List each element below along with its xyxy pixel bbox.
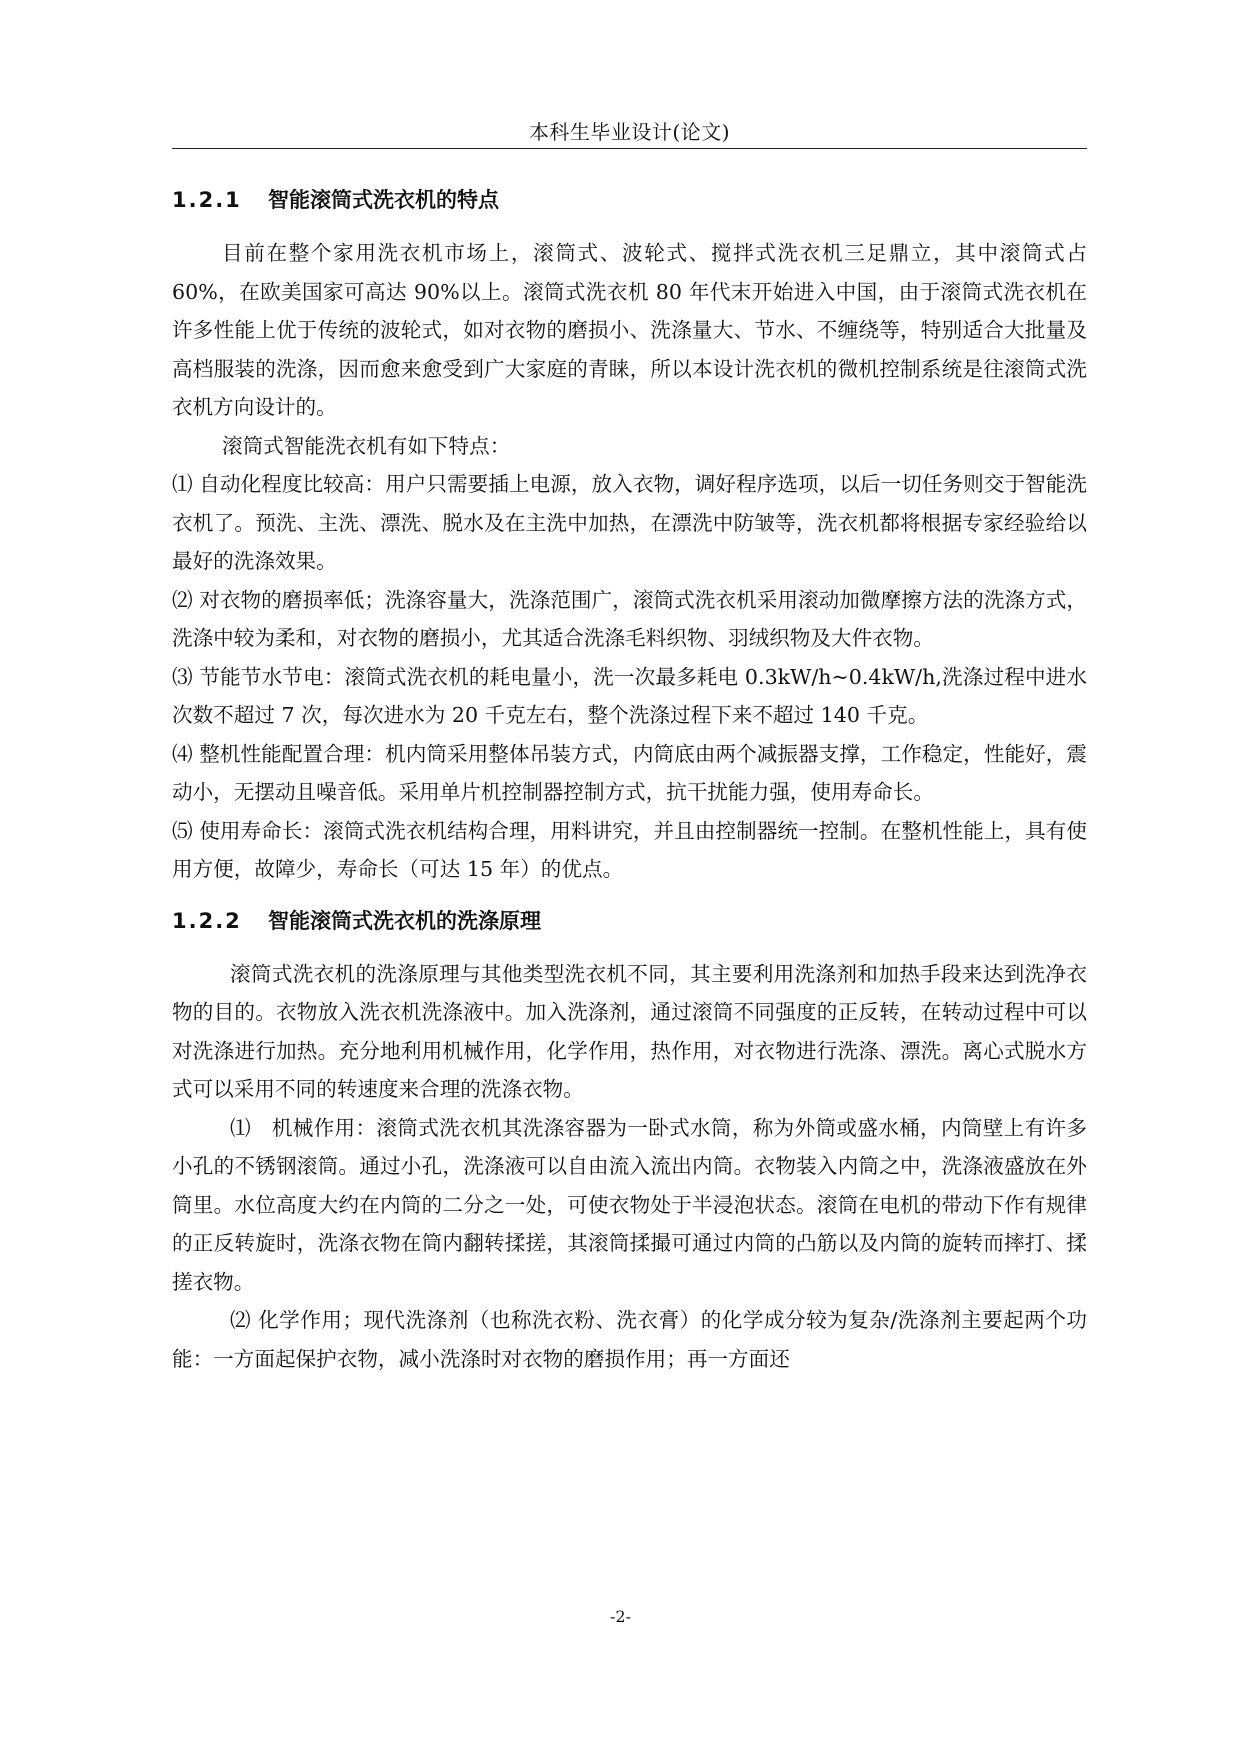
paragraph: 滚筒式智能洗衣机有如下特点： [222, 433, 511, 458]
list-item: ⑸ 使用寿命长：滚筒式洗衣机结构合理，用料讲究，并且由控制器统一控制。在整机性能上，具有使用方便，故障少，寿命长（可达 15 年）的优点。 [172, 818, 1087, 881]
list-item: ⑴ 机械作用：滚筒式洗衣机其洗涤容器为一卧式水筒，称为外筒或盛水桶，内筒壁上有许多小孔的不锈钢滚筒。通过小孔，洗涤液可以自由流入流出内筒。衣物装入内筒之中，洗涤液盛放在外筒里。水位高度大约在内筒的二分之一处，可使衣物处于半浸泡状态。滚筒在电机的带动下作有规律的正反转旋时，洗涤衣物在筒内翻转揉搓，其滚筒揉撮可通过内筒的凸筋以及内筒的旋转而摔打、揉搓衣物。 [172, 1115, 1087, 1294]
list-item: ⑶ 节能节水节电：滚筒式洗衣机的耗电量小，洗一次最多耗电 0.3kW/h~0.4kW/h,洗涤过程中进水次数不超过 7 次，每次进水为 20 千克左右，整个洗涤过程下来不超过 140 千克。 [172, 664, 1087, 727]
header-rule [172, 148, 1087, 149]
running-header: 本科生毕业设计(论文) [528, 120, 731, 144]
section-heading-1-2-1 [172, 180, 1087, 220]
list-item: ⑴ 自动化程度比较高：用户只需要插上电源，放入衣物，调好程序选项，以后一切任务则交于智能洗衣机了。预洗、主洗、漂洗、脱水及在主洗中加热，在漂洗中防皱等，洗衣机都将根据专家经验给以最好的洗涤效果。 [172, 472, 1087, 573]
page-number: -2- [610, 1607, 631, 1626]
list-item: ⑵ 化学作用；现代洗涤剂（也称洗衣粉、洗衣膏）的化学成分较为复杂/洗涤剂主要起两个功能：一方面起保护衣物，减小洗涤时对衣物的磨损作用；再一方面还 [172, 1308, 1087, 1371]
section-number: 1.2.1 [172, 188, 242, 212]
paragraph: 滚筒式洗衣机的洗涤原理与其他类型洗衣机不同，其主要利用洗涤剂和加热手段来达到洗净衣物的目的。衣物放入洗衣机洗涤液中。加入洗涤剂，通过滚筒不同强度的正反转，在转动过程中可以对洗涤进行加热。充分地利用机械作用，化学作用，热作用，对衣物进行洗涤、漂洗。离心式脱水方式可以采用不同的转速度来合理的洗涤衣物。 [172, 961, 1087, 1101]
section-title-text: 智能滚筒式洗衣机的特点 [268, 188, 499, 212]
list-item: ⑵ 对衣物的磨损率低；洗涤容量大，洗涤范围广，滚筒式洗衣机采用滚动加微摩擦方法的洗涤方式，洗涤中较为柔和，对衣物的磨损小，尤其适合洗涤毛料织物、羽绒织物及大件衣物。 [172, 587, 1087, 650]
paragraph: 目前在整个家用洗衣机市场上，滚筒式、波轮式、搅拌式洗衣机三足鼎立，其中滚筒式占 60%，在欧美国家可高达 90%以上。滚筒式洗衣机 80 年代末开始进入中国，由于滚筒式洗衣机在许多性能上优于传统的波轮式，如对衣物的磨损小、洗涤量大、节水、不缠绕等，特别适合大批量及高档服装的洗涤，因而愈来愈受到广大家庭的青睐，所以本设计洗衣机的微机控制系统是往滚筒式洗衣机方向设计的。 [172, 241, 1087, 419]
page-content [172, 168, 1087, 1378]
list-item: ⑷ 整机性能配置合理：机内筒采用整体吊装方式，内筒底由两个减振器支撑，工作稳定，性能好，震动小，无摆动且噪音低。采用单片机控制器控制方式，抗干扰能力强，使用寿命长。 [172, 741, 1087, 804]
section-title-text: 智能滚筒式洗衣机的洗涤原理 [268, 908, 541, 933]
section-heading-1-2-2 [172, 901, 1087, 941]
section-number: 1.2.2 [172, 908, 242, 933]
